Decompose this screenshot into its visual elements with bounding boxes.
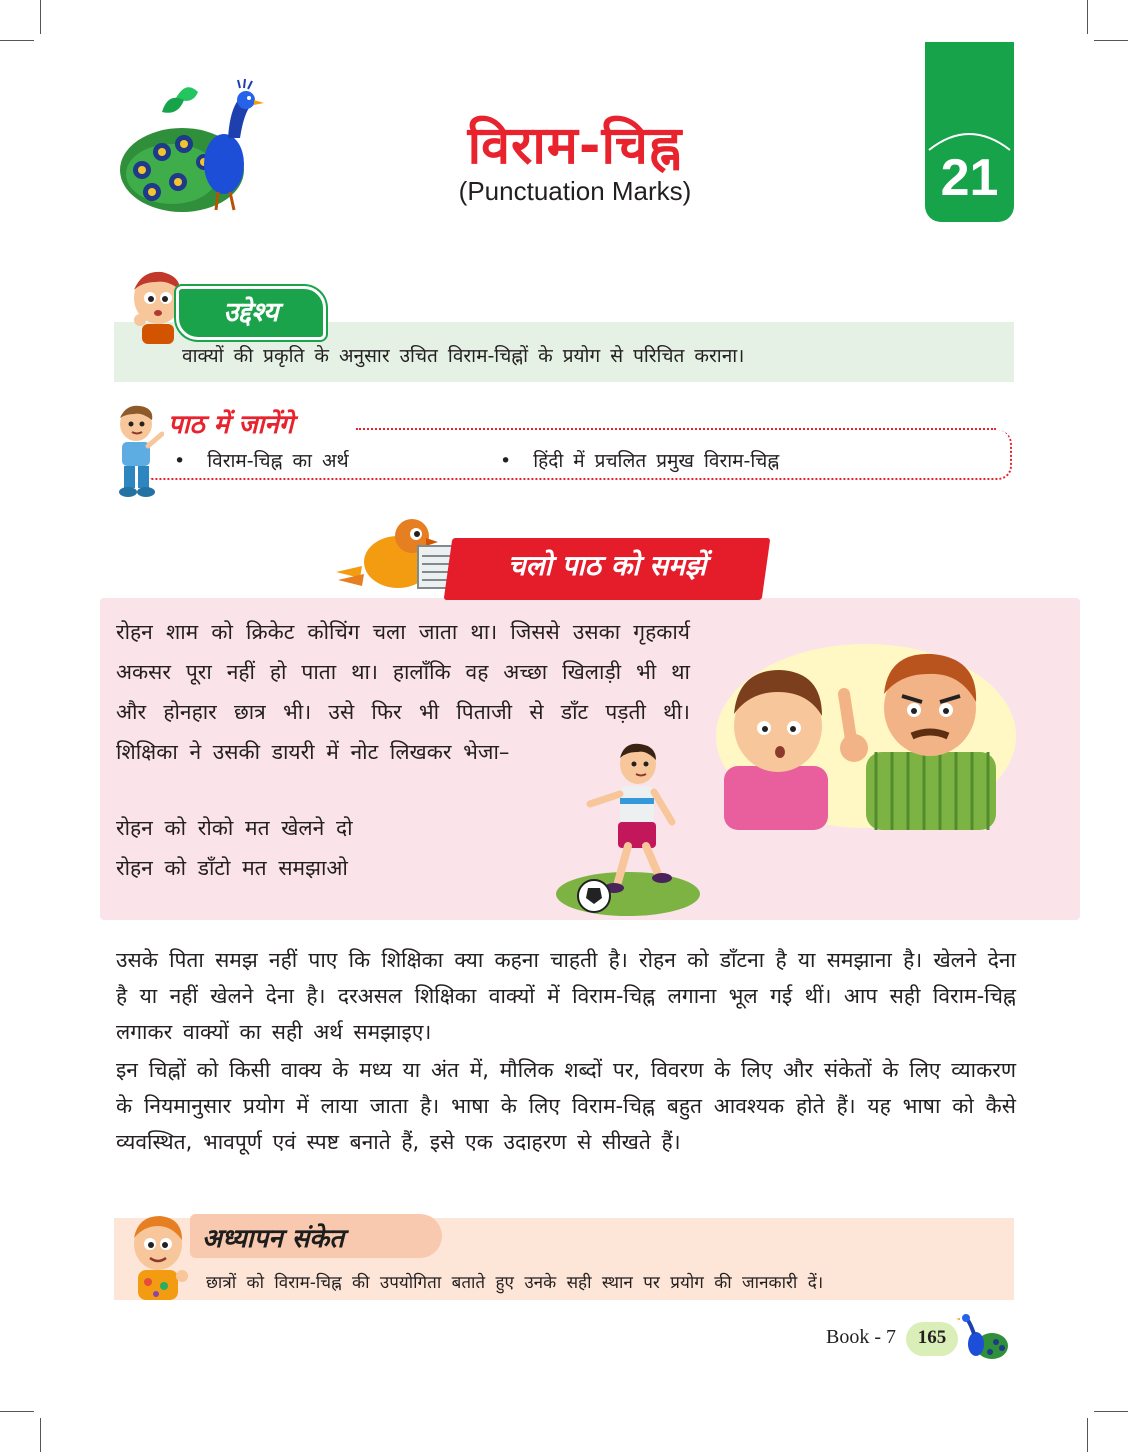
- learn-item-label: हिंदी में प्रचलित प्रमुख विराम-चिह्न: [533, 450, 780, 472]
- crop-mark: [1087, 0, 1088, 34]
- bird-reading-illustration: [334, 516, 462, 592]
- boy-playing-football-illustration: [554, 742, 702, 922]
- crop-mark: [1094, 40, 1128, 41]
- crop-mark: [1094, 1411, 1128, 1412]
- peacock-small-icon: [956, 1312, 1010, 1364]
- story-paragraph: रोहन शाम को क्रिकेट कोचिंग चला जाता था। जिससे उसका गृहकार्य अकसर पूरा नहीं हो पाता था। हालाँकि वह अच्छा खिलाड़ी भी था और होनहार छात्र भी। उसे फिर भी पिताजी से डाँट पड़ती थी। शिक्षिका ने उसकी डायरी में नोट लिखकर भेजा–: [116, 620, 690, 764]
- body-paragraph: उसके पिता समझ नहीं पाए कि शिक्षिका क्या कहना चाहती है। रोहन को डाँटना है या समझाना है। खेलने देना है या नहीं खेलने देना है। दरअसल शिक्षिका वाक्यों में विराम-चिह्न लगाना भूल गई थीं। आप सही विराम-चिह्न लगाकर वाक्यों का सही अर्थ समझाइए।: [116, 948, 1016, 1044]
- boy-hint-illustration: [128, 1212, 190, 1300]
- crop-mark: [40, 1418, 41, 1452]
- crop-mark: [0, 1411, 34, 1412]
- learn-section-title: पाठ में जानेंगे: [168, 410, 294, 440]
- teaching-hint-title: अध्यापन संकेत: [202, 1224, 345, 1254]
- teaching-hint-text: छात्रों को विराम-चिह्न की उपयोगिता बताते हुए उनके सही स्थान पर प्रयोग की जानकारी दें।: [206, 1273, 824, 1293]
- body-paragraph: इन चिह्नों को किसी वाक्य के मध्य या अंत में, मौलिक शब्दों पर, विवरण के लिए और संकेतों के लिए व्याकरण के नियमानुसार प्रयोग में लाया जाता है। भाषा के लिए विराम-चिह्न बहुत आवश्यक होते हैं। यह भाषा को कैसे व्यवस्थित, भावपूर्ण एवं स्पष्ट बनाते हैं, इसे एक उदाहरण से सीखते हैं।: [116, 1058, 1016, 1154]
- page-title: विराम-चिह्न: [467, 116, 683, 176]
- story-note-line: रोहन को रोको मत खेलने दो: [116, 816, 353, 840]
- lesson-banner-label: चलो पाठ को समझें: [507, 549, 707, 582]
- story-note-line: रोहन को डाँटो मत समझाओ: [116, 856, 348, 880]
- peacock-illustration: [112, 78, 284, 218]
- objective-text: वाक्यों की प्रकृति के अनुसार उचित विराम-चिह्नों के प्रयोग से परिचित कराना।: [182, 345, 745, 367]
- crop-mark: [1087, 1418, 1088, 1452]
- objective-badge-label: उद्देश्य: [223, 297, 279, 328]
- crop-mark: [0, 40, 34, 41]
- crop-mark: [40, 0, 41, 34]
- learn-item-label: विराम-चिह्न का अर्थ: [207, 450, 349, 472]
- learn-item: • विराम-चिह्न का अर्थ: [174, 450, 349, 472]
- father-scolding-son-illustration: [716, 636, 1016, 830]
- footer-book-label: Book - 7: [826, 1326, 896, 1348]
- page-subtitle: (Punctuation Marks): [458, 176, 692, 206]
- chapter-number: 21: [940, 149, 999, 207]
- page-number: 165: [917, 1327, 947, 1348]
- learn-item: • हिंदी में प्रचलित प्रमुख विराम-चिह्न: [500, 450, 780, 472]
